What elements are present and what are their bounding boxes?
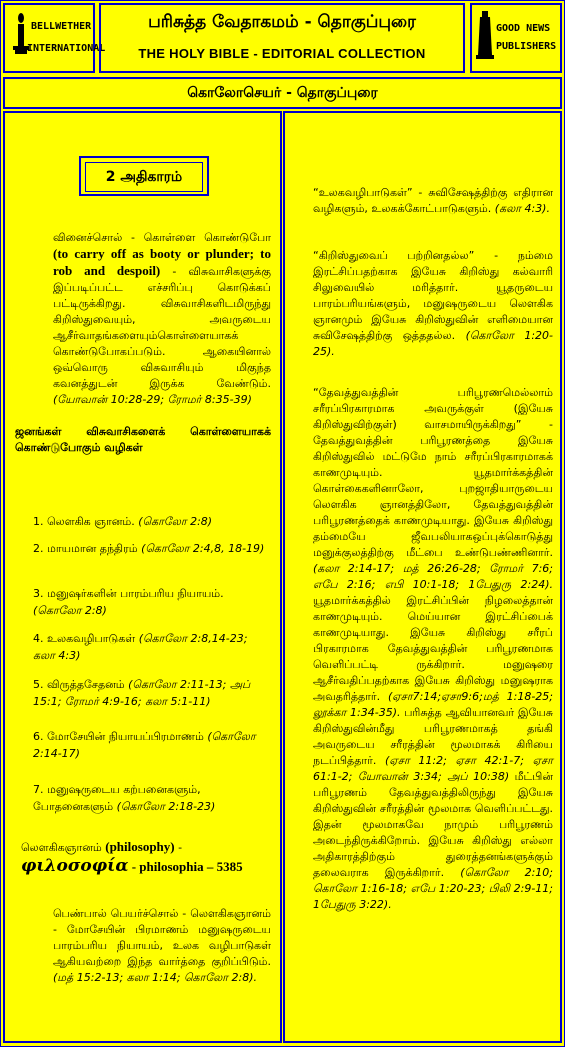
list-item — [33, 676, 271, 710]
word-definition-paragraph — [53, 230, 271, 408]
title-english: THE HOLY BIBLE - EDITORIAL COLLECTION — [138, 46, 426, 61]
right-logo-line2: PUBLISHERS — [496, 41, 557, 52]
scripture-ref: (ஏசா7:14;ஏசா9:6;மத் 1:18-25; லூக்கா 1:34-35). — [313, 690, 554, 719]
item-text: மனுஷருடைய கற்பனைகளும், போதனைகளும் — [33, 783, 201, 813]
text: பரிசுத்த ஆவியானவர் இயேசு கிறிஸ்துவின்மீது பரிபூரணமாகத் தங்கி அவருடைய சரீரத்தின் மூலமாகக் கிரியை நடப்பித்தார். — [313, 706, 553, 767]
right-logo-line1: GOOD NEWS — [496, 23, 551, 34]
item-text: மனுஷர்களின் பாரம்பரிய நியாயம். — [47, 587, 224, 600]
chapter-box — [79, 156, 209, 196]
scripture-ref: (ஏசா 11:2; ஏசா 42:1-7; ஏசா 61:1-2; யோவான் 3:34; அப் 10:38) — [313, 754, 553, 783]
scripture-ref: (கொலோ 2:10; கொலோ 1:16-18; எபே 1:20-23; பிலி 2:9-11; 1பேதுரு 3:22). — [313, 866, 553, 911]
text: பெண்பால் பெயர்ச்சொல் - லௌகிகஞானம் - மோசேயின் பிரமாணம் மனுஷருடைய பாரம்பரிய நியாயம், உலக வழிபாடுகள் ஆகியவற்றை இந்த வார்த்தை குறிப்பிடும். — [53, 907, 271, 968]
scripture-ref: (கொலோ 2:8,14-23; கலா 4:3) — [33, 632, 248, 662]
list-item — [33, 728, 271, 762]
goodnews-logo — [470, 3, 562, 73]
text: யூதமார்க்கத்தில் இரட்சிப்பின் நிழலைத்தான் காணமுடியும். மெய்யான இரட்சிப்பைக் காணமுடியாது. இயேசு கிறிஸ்து சரீரப் பிரகாரமாக தேவத்துவத்தின் பரிபூரணமாக வெளிப்பட்டி ருக்கிறார். மனுஷரை ஆசீர்வதிப்பதற்காக இயேசு கிறிஸ்து மனுஷராக அவதரித்தார். — [313, 594, 553, 703]
scripture-ref: (கொலோ 2:8) — [33, 604, 107, 617]
greek-word: φιλοσοφία — [21, 856, 129, 876]
list-item — [33, 540, 271, 557]
list-item — [33, 630, 271, 664]
item-text: உலகவழிபாடுகள் — [47, 632, 139, 645]
text: லௌகிகஞானம் — [21, 841, 106, 854]
item-text: லௌகிக ஞானம். — [47, 515, 139, 528]
text: மீட்பின் பரிபூரணம் தேவத்துவத்திலிருந்து இயேசு கிறிஸ்துவின் சரீரத்தின் மூலமாக வெளிப்பட்டது. இதன் மூலமாகவே நாமும் பரிபூரணம் அடைந்திருக்கிறோம். இயேசு கிறிஸ்து எல்லா அதிகாரத்திற்கும் துரைத்தனங்களுக்கும் தலைவராக இருக்கிறார். — [313, 770, 553, 879]
text: - — [174, 841, 183, 854]
not-after-christ-paragraph — [313, 248, 553, 360]
left-logo-line1: BELLWETHER — [31, 21, 92, 32]
item-number: 7. — [33, 783, 44, 796]
list-item — [33, 513, 271, 530]
ways-heading: ஜனங்கள் விசுவாசிகளைக் கொள்ளையாகக் கொண்டுபோகும் வழிகள் — [15, 425, 271, 454]
section-subtitle: கொலோசெயர் - தொகுப்புரை — [3, 77, 562, 109]
philosophy-explanation — [53, 906, 271, 986]
bellwether-logo — [3, 3, 106, 73]
scripture-ref: (யோவான் 10:28-29; ரோமர் 8:35-39) — [53, 393, 252, 406]
chapter-label: 2 அதிகாரம் — [85, 162, 203, 192]
scripture-ref: (கொலோ 2:4,8, 18-19) — [141, 542, 265, 555]
scripture-ref: (கொலோ 1:20-25). — [313, 329, 553, 358]
text: “உலகவழிபாடுகள்” - சுவிசேஷத்திற்கு எதிரான வழிகளும், உலகக்கோட்பாடுகளும். — [313, 186, 553, 215]
scripture-ref: (கலா 2:14-17; மத் 26:26-28; ரோமர் 7:6; எபே 2:16; எபி 10:1-18; 1பேதுரு 2:24). — [313, 562, 553, 591]
item-number: 3. — [33, 587, 44, 600]
english-term: (philosophy) — [105, 839, 175, 854]
transliteration: - philosophia – 5385 — [128, 859, 243, 874]
scripture-ref: (கொலோ 2:11-13; அப் 15:1; ரோமர் 4:9-16; கலா 5:1-11) — [33, 678, 251, 708]
text: “தேவத்துவத்தின் பரிபூரணமெல்லாம் சரீரப்பிரகாரமாக அவருக்குள் (இயேசு கிறிஸ்துவிற்குள்) வாசமாயிருக்கிறது” - தேவத்துவத்தின் பரிபூரணத்தை இயேசு கிறிஸ்துவில் மட்டுமே நாம் சரீரப்பிரகாரமாகக் காணமுடியும். யூதமார்க்கத்தின் கொள்கைகளினாலோ, புறஜாதியாருடைய லௌகிக ஞானத்திலோ, தேவத்துவத்தின் பரிபூரணத்தைக் காணமுடியாது. இயேசு கிறிஸ்து தம்மையே ஜீவபலியாகஒப்புக்கொடுத்து மனுக்குலத்திற்கு மீட்பை உண்டுபண்ணினார். — [313, 386, 553, 559]
scripture-ref: (கலா 4:3). — [494, 202, 550, 215]
item-number: 4. — [33, 632, 44, 645]
page-header — [0, 0, 565, 76]
text: “கிறிஸ்துவைப் பற்றினதல்ல” - நம்மை இரட்சிப்பதற்காக இயேசு கிறிஸ்து கல்வாரி சிலுவையில் மரித்தார். யூதருடைய பாரம்பரியங்களும், மனுஷருடைய லௌகிக ஞானமும் இயேசு கிறிஸ்துவின் எளிமையான சுவிசேஷத்திற்கு ஒத்ததல்ல. — [313, 249, 553, 342]
item-text: மாயமான தந்திரம் — [47, 542, 142, 555]
left-column — [3, 111, 282, 1043]
world-ways-paragraph — [313, 185, 553, 217]
list-item — [33, 585, 271, 619]
scripture-ref: (மத் 15:2-13; கலா 1:14; கொலோ 2:8). — [53, 971, 258, 984]
scripture-ref: (கொலோ 2:8) — [138, 515, 213, 528]
item-number: 5. — [33, 678, 44, 691]
right-column — [283, 111, 562, 1043]
godhead-fullness-paragraph — [313, 385, 553, 913]
left-logo-line2: INTERNATIONAL — [27, 43, 106, 54]
item-number: 1. — [33, 515, 44, 528]
scripture-ref: (கொலோ 2:14-17) — [33, 730, 256, 760]
philosophy-definition — [21, 837, 271, 877]
lighthouse-icon — [476, 11, 494, 59]
text: - விசுவாசிகளுக்கு இப்படிப்பட்ட எச்சரிப்பு கொடுக்கப் பட்டிருக்கிறது. விசுவாசிகளிடமிருந்து கிறிஸ்துவையும், அவருடைய ஆசீர்வாதங்களையும்கொள்ளையாகக் கொண்டுபோகப்படும். ஆகையினால் ஒவ்வொரு விசுவாசியும் மிகுந்த கவனத்துடன் இருக்க வேண்டும். — [53, 265, 271, 390]
title-box — [99, 3, 465, 73]
title-tamil: பரிசுத்த வேதாகமம் - தொகுப்புரை — [148, 12, 416, 32]
item-text: மோசேயின் நியாயப்பிரமாணம் — [47, 730, 208, 743]
item-text: விருத்தசேதனம் — [47, 678, 129, 691]
scripture-ref: (கொலோ 2:18-23) — [116, 800, 216, 813]
item-number: 6. — [33, 730, 44, 743]
list-item — [33, 781, 271, 815]
item-number: 2. — [33, 542, 44, 555]
text: வினைச்சொல் - கொள்ளை கொண்டுபோ — [53, 231, 271, 244]
english-gloss: (to carry off as booty or plunder; to rob and despoil) — [53, 246, 271, 278]
